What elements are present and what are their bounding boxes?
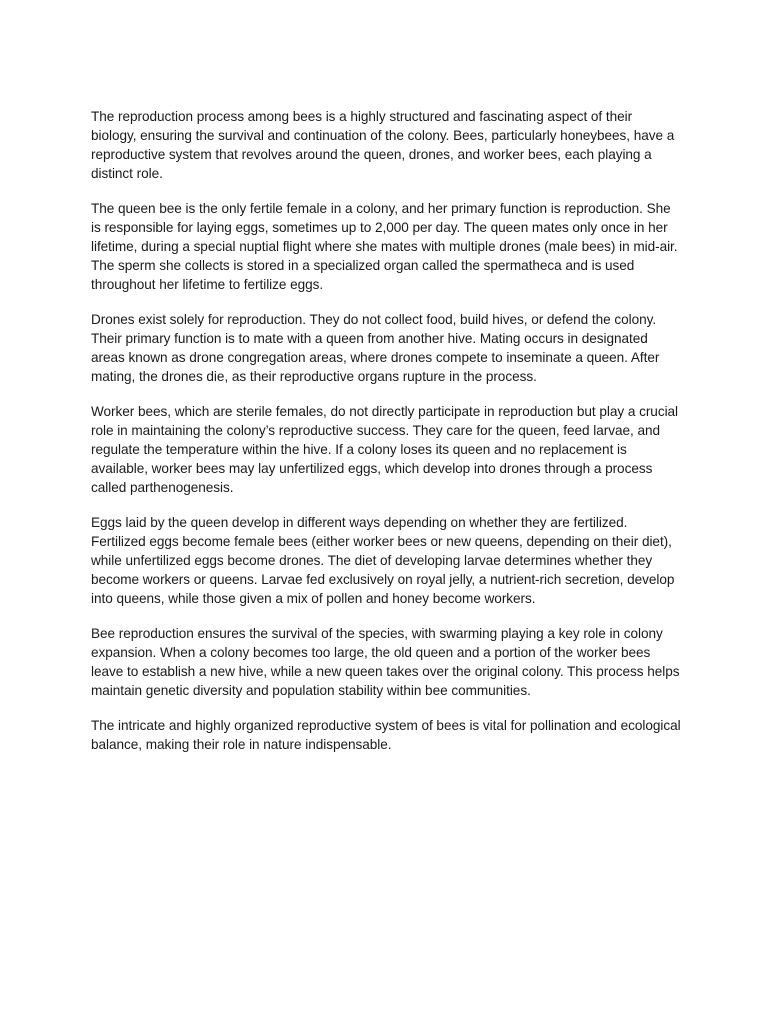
- paragraph-eggs: Eggs laid by the queen develop in different ways depending on whether they are fertilized. Fertilized eggs become female bees (either worker bees or new queens, depending on their diet), while unfertilized eggs become drones. The diet of developing larvae determines whether they become workers or queens. Larvae fed exclusively on royal jelly, a nutrient-rich secretion, develop into queens, while those given a mix of pollen and honey become workers.: [91, 515, 675, 606]
- paragraph-intro: The reproduction process among bees is a highly structured and fascinating aspect of their biology, ensuring the survival and continuation of the colony. Bees, particularly honeybees, have a reproductive system that revolves around the queen, drones, and worker bees, each playing a distinct role.: [91, 109, 675, 181]
- paragraph-swarming: Bee reproduction ensures the survival of the species, with swarming playing a key role in colony expansion. When a colony becomes too large, the old queen and a portion of the worker bees leave to establish a new hive, while a new queen takes over the original colony. This process helps maintain genetic diversity and population stability within bee communities.: [91, 626, 680, 698]
- paragraph-queen: The queen bee is the only fertile female in a colony, and her primary function is reproduction. She is responsible for laying eggs, sometimes up to 2,000 per day. The queen mates only once in her lifetime, during a special nuptial flight where she mates with multiple drones (male bees) in mid-air. The sperm she collects is stored in a specialized organ called the spermatheca and is used throughout her lifetime to fertilize eggs.: [91, 201, 678, 292]
- paragraph-conclusion: The intricate and highly organized reproductive system of bees is vital for pollination and ecological balance, making their role in nature indispensable.: [91, 718, 681, 752]
- paragraph-workers: Worker bees, which are sterile females, do not directly participate in reproduction but play a crucial role in maintaining the colony’s reproductive success. They care for the queen, feed larvae, and regulate the temperature within the hive. If a colony loses its queen and no replacement is available, worker bees may lay unfertilized eggs, which develop into drones through a process called parthenogenesis.: [91, 404, 679, 495]
- paragraph-drones: Drones exist solely for reproduction. They do not collect food, build hives, or defend the colony. Their primary function is to mate with a queen from another hive. Mating occurs in designated areas known as drone congregation areas, where drones compete to inseminate a queen. After mating, the drones die, as their reproductive organs rupture in the process.: [91, 312, 660, 384]
- document-page: [91, 107, 681, 770]
